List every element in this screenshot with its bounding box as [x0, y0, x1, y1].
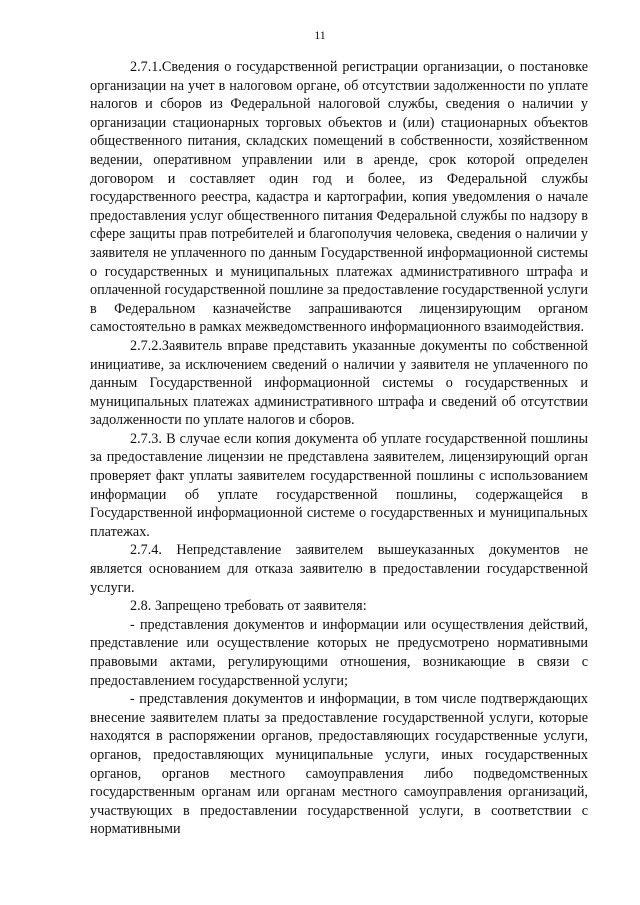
- page-number: 11: [314, 28, 326, 42]
- list-item: - представления документов и информации или осуществления действий, представление или осуществление которых не предусмотрено нормативными правовыми актами, регулирующими отношения, возникающие в связи с предоставлением государственной услуги;: [90, 616, 588, 689]
- paragraph-2-7-2: 2.7.2.Заявитель вправе представить указанные документы по собственной инициативе, за исключением сведений о наличии у заявителя не уплаченного по данным Государственной информационной системы о государственных и муниципальных платежах административного штрафа и сведений об отсутствии задолженности по уплате налогов и сборов.: [90, 337, 588, 429]
- paragraph-2-7-3: 2.7.3. В случае если копия документа об уплате государственной пошлины за предоставление лицензии не представлена заявителем, лицензирующий орган проверяет факт уплаты заявителем государственной пошлины с использованием информации об уплате государственной пошлины, содержащейся в Государственной информационной системе о государственных и муниципальных платежах.: [90, 430, 588, 540]
- document-body: [90, 58, 588, 839]
- paragraph-2-7-1: 2.7.1.Сведения о государственной регистрации организации, о постановке организации на учет в налоговом органе, об отсутствии задолженности по уплате налогов и сборов из Федеральной налоговой службы, сведения о наличии у организации стационарных торговых объектов и (или) стационарных объектов общественного питания, складских помещений в собственности, хозяйственном ведении, оперативном управлении или в аренде, срок которой определен договором и составляет один год и более, из Федеральной службы государственного реестра, кадастра и картографии, копия уведомления о начале предоставления услуг общественного питания Федеральной службы по надзору в сфере защиты прав потребителей и благополучия человека, сведения о наличии у заявителя не уплаченного по данным Государственной информационной системы о государственных и муниципальных платежах административного штрафа и оплаченной государственной пошлине за предоставление государственной услуги в Федеральном казначействе запрашиваются лицензирующим органом самостоятельно в рамках межведомственного информационного взаимодействия.: [90, 59, 588, 336]
- list-item: - представления документов и информации, в том числе подтверждающих внесение заявителем платы за предоставление государственной услуги, которые находятся в распоряжении органов, предоставляющих государственные услуги, органов, предоставляющих муниципальные услуги, иных государственных органов, органов местного самоуправления либо подведомственных государственным органам или органам местного самоуправления организаций, участвующих в предоставлении государственной услуги, в соответствии с нормативными: [90, 691, 588, 838]
- paragraph-2-8: 2.8. Запрещено требовать от заявителя:: [130, 598, 367, 615]
- paragraph-2-7-4: 2.7.4. Непредставление заявителем вышеуказанных документов не является основанием для отказа заявителю в предоставлении государственной услуги.: [90, 542, 588, 596]
